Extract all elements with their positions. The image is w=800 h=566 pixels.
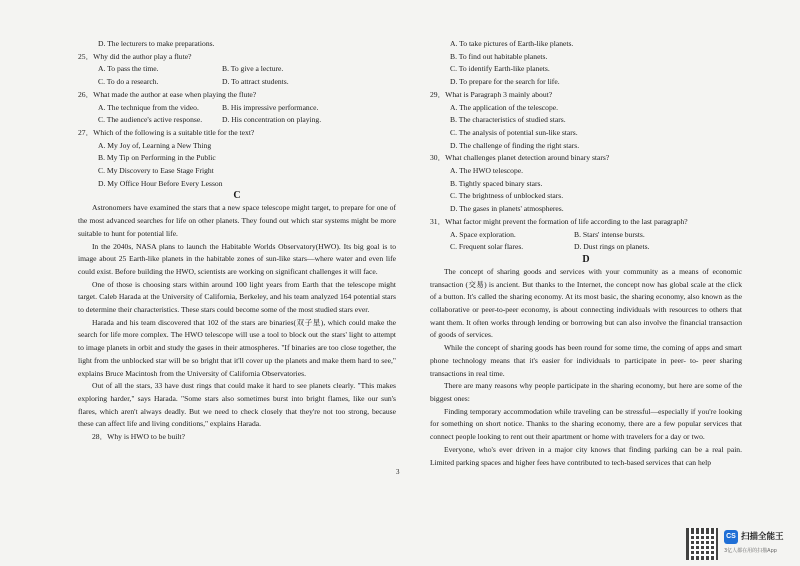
q25-option-b: B. To give a lecture. <box>222 64 284 74</box>
q28-option-a: A. To take pictures of Earth-like planets. <box>450 39 574 48</box>
q30-option-b: B. Tightly spaced binary stars. <box>450 178 543 188</box>
question-25: 25．Why did the author play a flute? <box>78 51 192 61</box>
section-c-heading: C <box>233 190 241 202</box>
q31-option-a: A. Space exploration. <box>450 229 516 239</box>
q31-options-row2 <box>450 241 742 254</box>
passage-c-paragraph-4: Harada and his team discovered that 102 of the stars are binaries(双子星), which could make the search for life more complex. The HWO telescope will use a tool to block out the stars' light to attempt to image planets in orbit and study the gases in their atmospheres. "If binaries are too close together, the light from the unblocked star will be so bright that it'll cover up the planets and make them hard to see," explains Bruce Macintosh from the University of California Observatories. <box>78 317 396 378</box>
q25-option-d: D. To attract students. <box>222 77 289 87</box>
q26-option-b: B. His impressive performance. <box>222 102 319 112</box>
q27-option-c: C. My Discovery to Ease Stage Fright <box>98 166 214 176</box>
q31-option-b: B. Stars' intense bursts. <box>574 229 645 239</box>
scanner-app-subtitle: 3亿人都在用的扫描App <box>724 548 777 554</box>
q26-option-d: D. His concentration on playing. <box>222 115 322 125</box>
q30-option-d: D. The gases in planets' atmospheres. <box>450 204 564 214</box>
q25-options-row2 <box>98 76 396 89</box>
q27-option-a: A. My Joy of, Learning a New Thing <box>98 140 212 150</box>
question-26: 26．What made the author at ease when playing the flute? <box>78 89 257 99</box>
question-31: 31．What factor might prevent the formation of life according to the last paragraph? <box>430 216 688 226</box>
q31-option-c: C. Frequent solar flares. <box>450 242 524 252</box>
passage-d-paragraph-1: The concept of sharing goods and services with your community as a means of economic transaction (交易) is ancient. But thanks to the Internet, the concept now has global scale at the click of a button. It's called the sharing economy. At its most basic, the sharing economy, also known as the collaborative or peer-to-peer economy, is about connecting individuals with resources to others that want them. It often works through lending or borrowing but can also involve the financial transaction of goods of services. <box>430 266 742 340</box>
q25-options-row1 <box>98 63 396 76</box>
q25-option-a: A. To pass the time. <box>98 64 159 74</box>
q27-option-b: B. My Tip on Performing in the Public <box>98 153 216 163</box>
q24-option-d: D. The lecturers to make preparations. <box>98 39 215 48</box>
q31-option-d: D. Dust rings on planets. <box>574 242 650 252</box>
q26-options-row2 <box>98 114 396 127</box>
question-29: 29．What is Paragraph 3 mainly about? <box>430 89 553 99</box>
scanner-app-title: 扫描全能王 <box>741 532 784 542</box>
passage-d-paragraph-3: There are many reasons why people participate in the sharing economy, but here are some of the biggest ones: <box>430 381 742 403</box>
scanner-watermark <box>686 528 796 562</box>
q30-option-a: A. The HWO telescope. <box>450 166 524 176</box>
passage-c-paragraph-2: In the 2040s, NASA plans to launch the Habitable Worlds Observatory(HWO). Its big goal is to image about 25 Earth-like planets in the habitable zones of sun-like stars—where water and even life could exist. Before building the HWO, scientists are working on significant challenges it will face. <box>78 241 396 276</box>
q30-option-c: C. The brightness of unblocked stars. <box>450 191 564 201</box>
q27-option-d: D. My Office Hour Before Every Lesson <box>98 178 223 188</box>
question-28: 28．Why is HWO to be built? <box>92 432 186 442</box>
q29-option-c: C. The analysis of potential sun-like stars. <box>450 127 578 137</box>
question-30: 30．What challenges planet detection around binary stars? <box>430 153 610 163</box>
q26-option-a: A. The technique from the video. <box>98 102 199 112</box>
question-27: 27．Which of the following is a suitable title for the text? <box>78 127 255 137</box>
qr-code-icon <box>686 528 718 560</box>
q29-option-a: A. The application of the telescope. <box>450 102 559 112</box>
passage-c-paragraph-3: One of those is choosing stars within around 100 light years from Earth that the telescope might target. Caleb Harada at the University of California, Berkeley, and his team analyzed 164 potential stars to determine their characteristics. These stars could become some of the most studied stars ever. <box>78 279 396 315</box>
q26-option-c: C. The audience's active response. <box>98 115 203 125</box>
passage-d-paragraph-2: While the concept of sharing goods has been round for some time, the coming of apps and smart phone technology means that it's easier for individuals to participate in peer- to- peer sharing transactions in real time. <box>430 343 742 378</box>
right-column <box>430 38 742 469</box>
q25-option-c: C. To do a research. <box>98 77 159 87</box>
page-number: 3 <box>396 468 400 476</box>
q26-options-row1 <box>98 102 396 115</box>
q28-option-d: D. To prepare for the search for life. <box>450 77 560 87</box>
passage-d-paragraph-4: Finding temporary accommodation while traveling can be stressful—especially if you're looking for something on short notice. Thanks to the sharing economy, there are a few popular services that connect people looking to rent out their apartment or home with travelers for a day or two. <box>430 406 742 442</box>
q29-option-d: D. The challenge of finding the right stars. <box>450 140 580 150</box>
passage-d-paragraph-5: Everyone, who's ever driven in a major city knows that finding parking can be a real pain. Limited parking spaces and higher fees have contributed to tech-based services that can help <box>430 444 742 467</box>
passage-c-paragraph-1: Astronomers have examined the stars that a new space telescope might target, to prepare for one of the most advanced searches for life on other planets. They found out which star systems might be more suitable to hunt for potential life. <box>78 203 396 238</box>
left-column <box>78 38 396 444</box>
q28-option-b: B. To find out habitable planets. <box>450 51 548 61</box>
section-d-heading: D <box>582 253 590 265</box>
q29-option-b: B. The characteristics of studied stars. <box>450 115 566 125</box>
q28-option-c: C. To identify Earth-like planets. <box>450 64 550 74</box>
camscanner-logo-icon: CS <box>724 530 738 544</box>
q31-options-row1 <box>450 229 742 242</box>
passage-c-paragraph-5: Out of all the stars, 33 have dust rings that could make it hard to see planets clearly. "This makes exploring harder," says Harada. "Some stars also sometimes burst into bright flames, like our sun's flares, which aren't always deadly. But we need to check closely that they're not too strong, because these can affect life and living conditions," explains Harada. <box>78 381 396 429</box>
